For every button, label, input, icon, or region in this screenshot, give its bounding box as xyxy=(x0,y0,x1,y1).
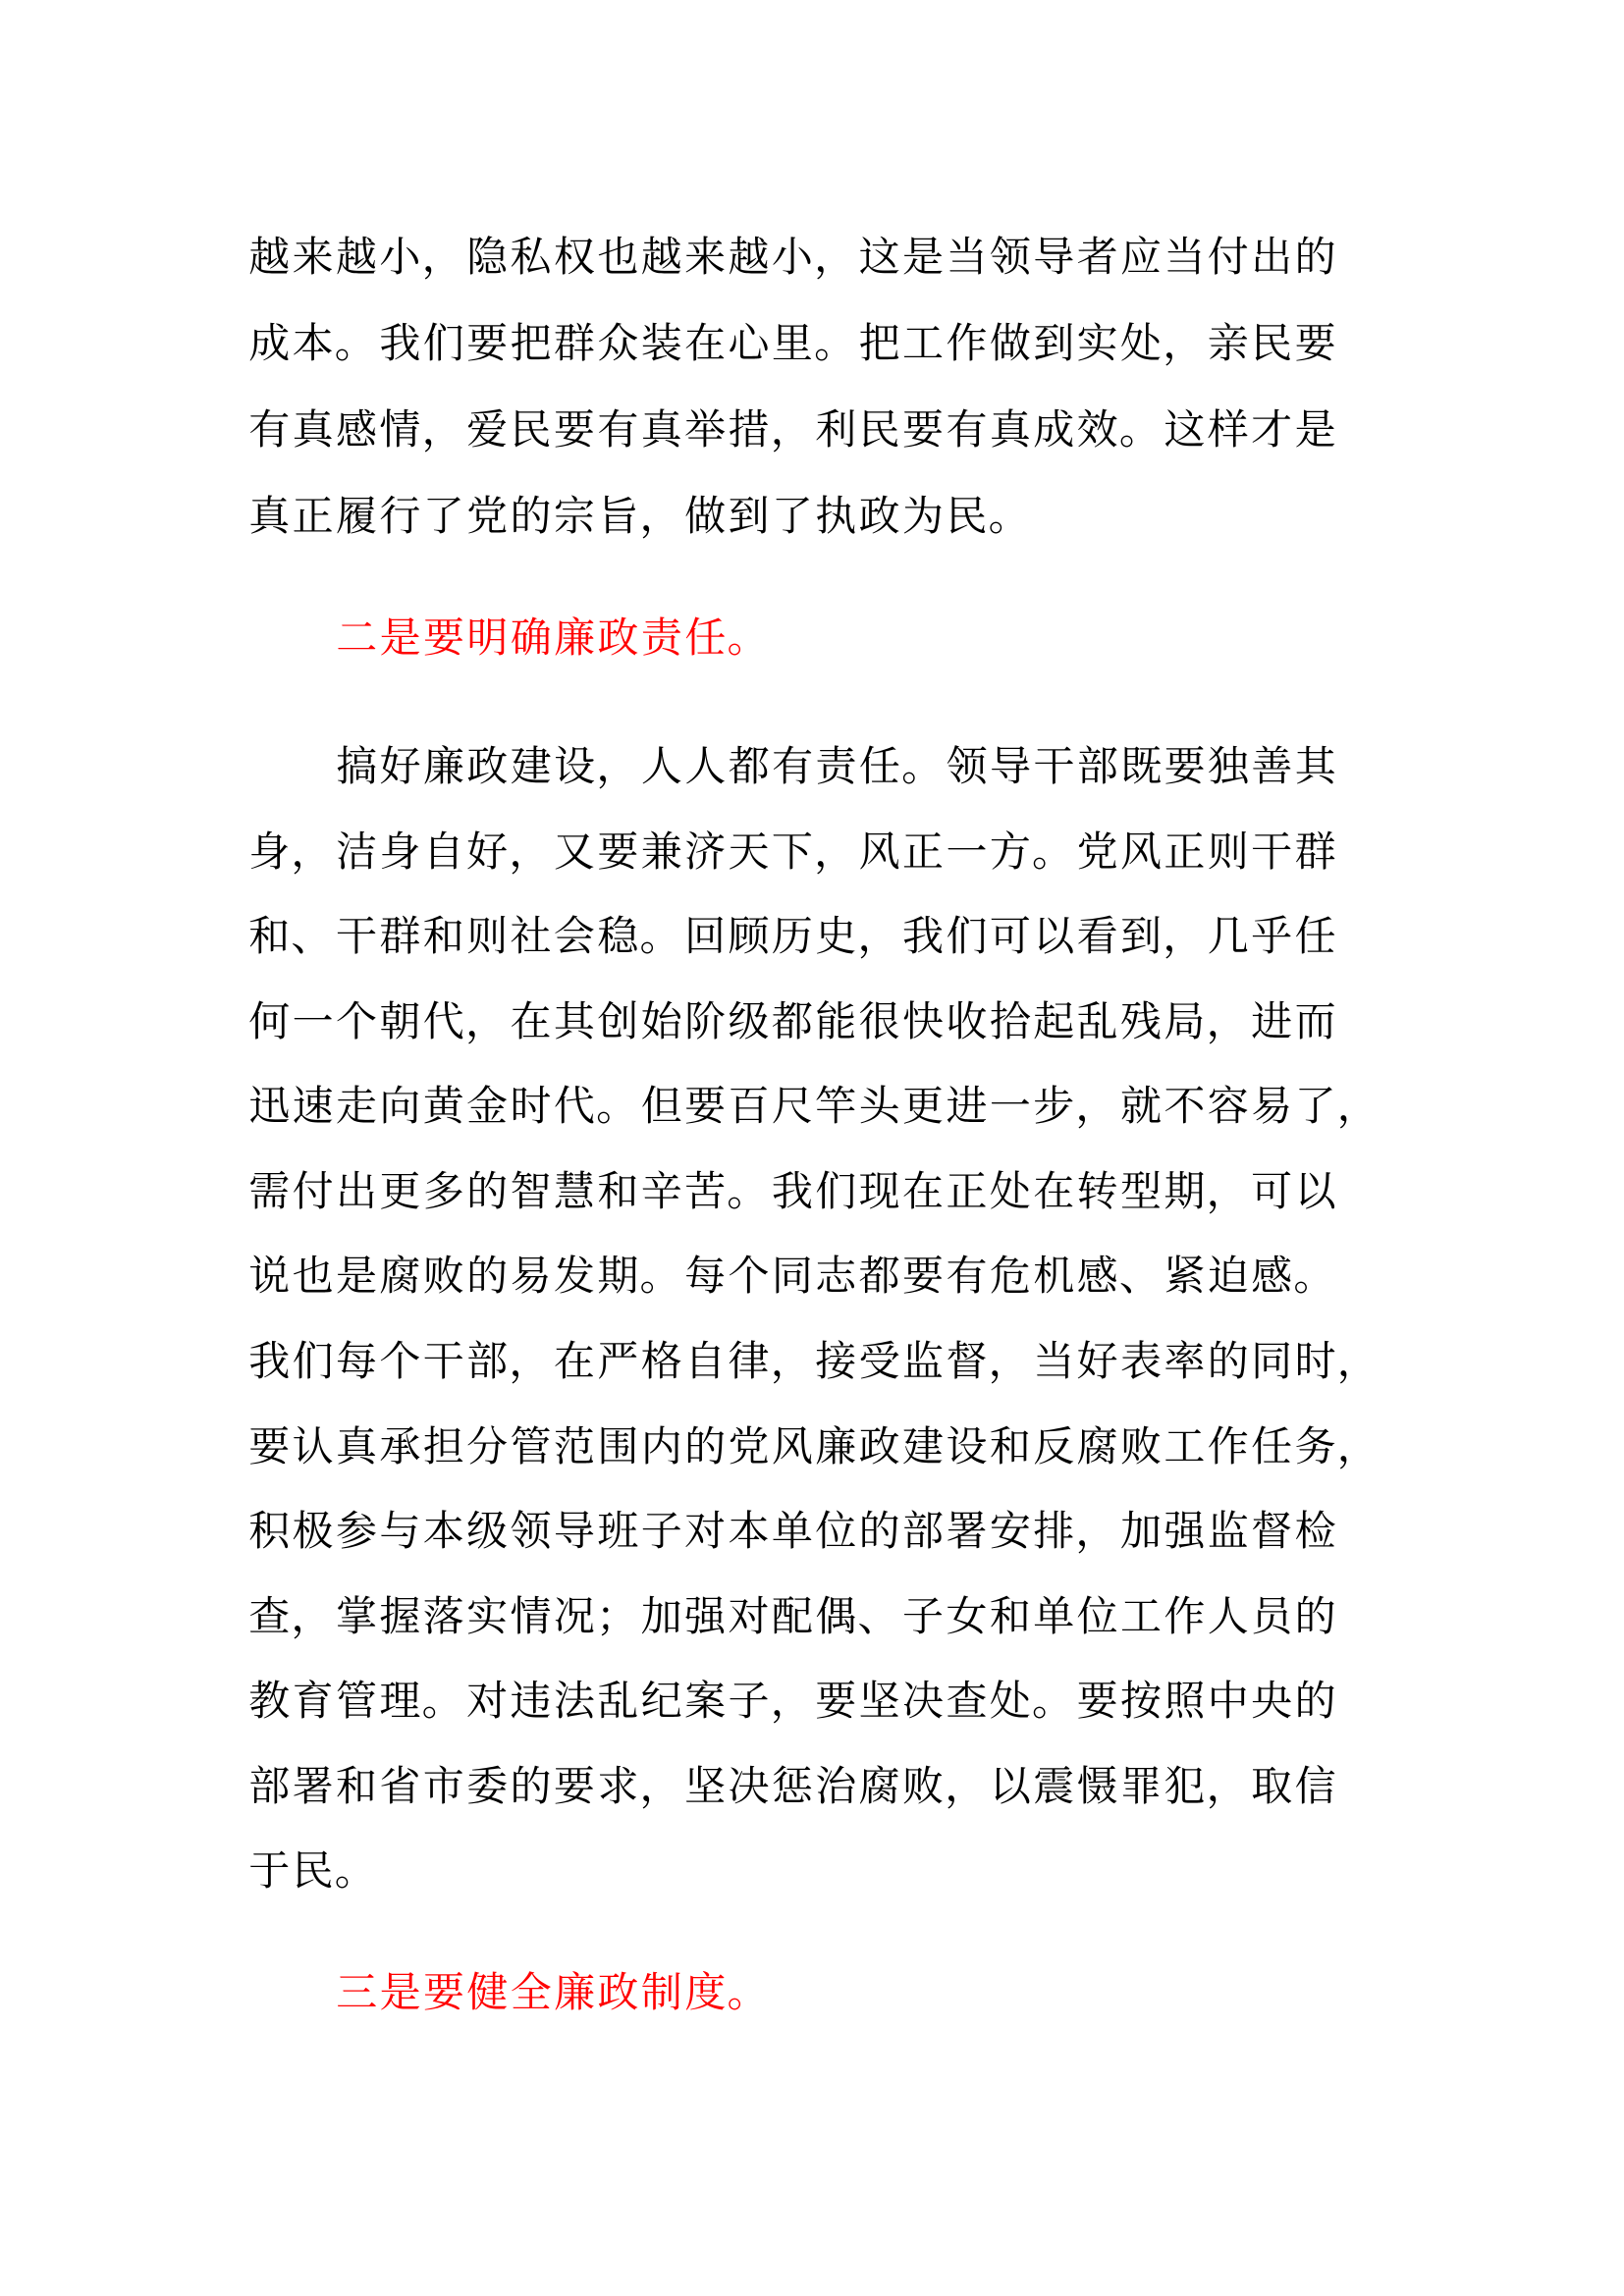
paragraph-line: 部 署 和 省 市 委 的 要 求 ， 坚 决 惩 治 腐 败 ， 以 震 慑 罪 犯 ， 取 信 xyxy=(248,1762,1336,1810)
paragraph-line: 教 育 管 理 。 对 违 法 乱 纪 案 子 ， 要 坚 决 查 处 。 要 按 照 中 央 的 xyxy=(248,1677,1336,1725)
paragraph-line: 越 来 越 小 ， 隐 私 权 也 越 来 越 小 ， 这 是 当 领 导 者 应 当 付 出 的 xyxy=(248,233,1336,281)
section-heading-text: 三 是 要 健 全 廉 政 制 度 。 xyxy=(336,1968,769,2016)
paragraph-line: 真 正 履 行 了 党 的 宗 旨 ， 做 到 了 执 政 为 民 。 xyxy=(248,492,1030,540)
paragraph-line: 何 一 个 朝 代 ， 在 其 创 始 阶 级 都 能 很 快 收 拾 起 乱 残 局 ， 进 而 xyxy=(248,997,1336,1045)
paragraph-line: 积 极 参 与 本 级 领 导 班 子 对 本 单 位 的 部 署 安 排 ， 加 强 监 督 检 xyxy=(248,1507,1336,1555)
paragraph-line: 于 民 。 xyxy=(248,1846,376,1895)
section-heading-text: 二 是 要 明 确 廉 政 责 任 。 xyxy=(336,614,769,662)
paragraph-line: 查 ， 掌 握 落 实 情 况 ； 加 强 对 配 偶 、 子 女 和 单 位 工 作 人 员 的 xyxy=(248,1592,1336,1640)
paragraph-line: 和 、 干 群 和 则 社 会 稳 。 回 顾 历 史 ， 我 们 可 以 看 到 ， 几 乎 任 xyxy=(248,912,1336,960)
paragraph-line: 成 本 。 我 们 要 把 群 众 装 在 心 里 。 把 工 作 做 到 实 处 ， 亲 民 要 xyxy=(248,319,1336,367)
paragraph-line: 身 ， 洁 身 自 好 ， 又 要 兼 济 天 下 ， 风 正 一 方 。 党 风 正 则 干 群 xyxy=(248,828,1336,876)
paragraph-line: 迅 速 走 向 黄 金 时 代 。 但 要 百 尺 竿 头 更 进 一 步 ， 就 不 容 易 了 ， xyxy=(248,1082,1379,1130)
paragraph-line: 要 认 真 承 担 分 管 范 围 内 的 党 风 廉 政 建 设 和 反 腐 败 工 作 任 务 ， xyxy=(248,1422,1379,1470)
paragraph-line: 需 付 出 更 多 的 智 慧 和 辛 苦 。 我 们 现 在 正 处 在 转 型 期 ， 可 以 xyxy=(248,1167,1336,1215)
paragraph-line: 我 们 每 个 干 部 ， 在 严 格 自 律 ， 接 受 监 督 ， 当 好 表 率 的 同 时 ， xyxy=(248,1337,1379,1385)
paragraph-line: 有 真 感 情 ， 爱 民 要 有 真 举 措 ， 利 民 要 有 真 成 效 。 这 样 才 是 xyxy=(248,405,1336,454)
paragraph-line: 说 也 是 腐 败 的 易 发 期 。 每 个 同 志 都 要 有 危 机 感 、 紧 迫 感 。 xyxy=(248,1252,1335,1300)
paragraph-line: 搞 好 廉 政 建 设 ， 人 人 都 有 责 任 。 领 导 干 部 既 要 独 善 其 xyxy=(336,742,1336,790)
